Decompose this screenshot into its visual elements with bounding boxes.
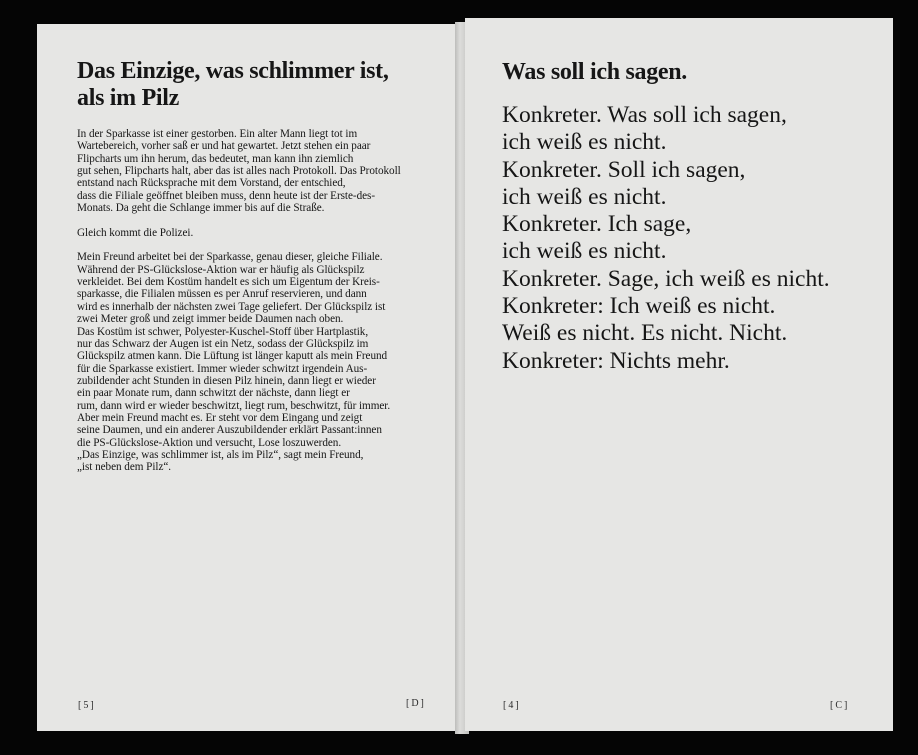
poem xyxy=(502,102,882,375)
text-line: Glückspilz atmen kann. Die Lüftung ist länger kaputt als mein Freund xyxy=(77,350,388,363)
poem-line: Konkreter. Soll ich sagen, xyxy=(502,156,746,183)
right-page-title: Was soll ich sagen. xyxy=(502,59,687,85)
poem-line: Konkreter. Ich sage, xyxy=(502,211,692,238)
paragraph-3 xyxy=(77,251,437,473)
poem-line: Konkreter: Ich weiß es nicht. xyxy=(502,293,776,320)
poem-line: Weiß es nicht. Es nicht. Nicht. xyxy=(502,320,788,347)
text-line: zwei Meter groß und zeigt immer beide Daumen nach oben. xyxy=(77,313,344,326)
text-line: Das Kostüm ist schwer, Polyester-Kuschel-Stoff über Hartplastik, xyxy=(77,325,369,338)
paragraph-1 xyxy=(77,128,437,214)
paragraph-2 xyxy=(77,227,437,239)
text-line: In der Sparkasse ist einer gestorben. Ein alter Mann liegt tot im xyxy=(77,128,358,140)
text-line: entstand nach Rücksprache mit dem Vorstand, der entschied, xyxy=(77,177,346,190)
left-title-line-1: Das Einzige, was schlimmer ist, xyxy=(77,58,389,84)
text-line: Monats. Da geht die Schlange immer bis auf die Straße. xyxy=(77,202,325,215)
text-line: zubildender acht Stunden in diesen Pilz hinein, dann liegt er wieder xyxy=(77,374,376,387)
text-line: rum, dann wird er wieder beschwitzt, liegt rum, beschwitzt, für immer. xyxy=(77,399,391,412)
poem-line: Konkreter: Nichts mehr. xyxy=(502,347,730,374)
right-page xyxy=(465,18,893,731)
text-line: dass die Filiale geöffnet bleiben muss, denn heute ist der Erste-des- xyxy=(77,189,376,202)
text-line: Aber mein Freund macht es. Er steht vor dem Eingang und zeigt xyxy=(77,411,363,424)
text-line: Flipcharts um ihn herum, das bedeutet, man kann ihn ziemlich xyxy=(77,152,354,165)
text-line: Gleich kommt die Polizei. xyxy=(77,226,194,239)
text-line: die PS-Glückslose-Aktion und versucht, Lose loszuwerden. xyxy=(77,436,342,449)
text-line: „ist neben dem Pilz“. xyxy=(77,461,172,474)
poem-line: ich weiß es nicht. xyxy=(502,183,667,210)
text-line: Wartebereich, vorher saß er und hat gewartet. Jetzt stehen ein paar xyxy=(77,140,371,153)
left-page xyxy=(37,24,458,731)
right-section-letter: [C] xyxy=(830,700,850,711)
text-line: sparkasse, die Filialen müssen es per Anruf reservieren, und dann xyxy=(77,288,367,301)
right-page-number: [4] xyxy=(503,700,521,711)
text-line: wird es innerhalb der nächsten zwei Tage geliefert. Der Glückspilz ist xyxy=(77,300,386,313)
poem-line: Konkreter. Sage, ich weiß es nicht. xyxy=(502,265,830,292)
left-title-line-2: als im Pilz xyxy=(77,85,180,111)
text-line: Während der PS-Glückslose-Aktion war er häufig als Glückspilz xyxy=(77,263,365,276)
text-line: ein paar Monate rum, dann schwitzt der nächste, dann liegt er xyxy=(77,387,350,400)
left-page-number: [5] xyxy=(78,700,96,711)
text-line: seine Daumen, und ein anderer Auszubildender erklärt Passant:innen xyxy=(77,424,382,437)
text-line: gut sehen, Flipcharts halt, aber das ist alles nach Protokoll. Das Protokoll xyxy=(77,165,401,178)
poem-line: ich weiß es nicht. xyxy=(502,238,667,265)
text-line: für die Sparkasse existiert. Immer wieder schwitzt irgendein Aus- xyxy=(77,362,368,375)
text-line: „Das Einzige, was schlimmer ist, als im Pilz“, sagt mein Freund, xyxy=(77,448,364,461)
left-section-letter: [D] xyxy=(406,698,426,709)
text-line: Mein Freund arbeitet bei der Sparkasse, genau dieser, gleiche Filiale. xyxy=(77,251,383,264)
poem-line: Konkreter. Was soll ich sagen, xyxy=(502,102,787,128)
poem-line: ich weiß es nicht. xyxy=(502,129,667,156)
text-line: verkleidet. Bei dem Kostüm handelt es sich um Eigentum der Kreis- xyxy=(77,276,380,289)
left-page-title xyxy=(77,58,447,112)
text-line: nur das Schwarz der Augen ist ein Netz, sodass der Glückspilz im xyxy=(77,337,369,350)
left-page-body xyxy=(77,128,437,486)
